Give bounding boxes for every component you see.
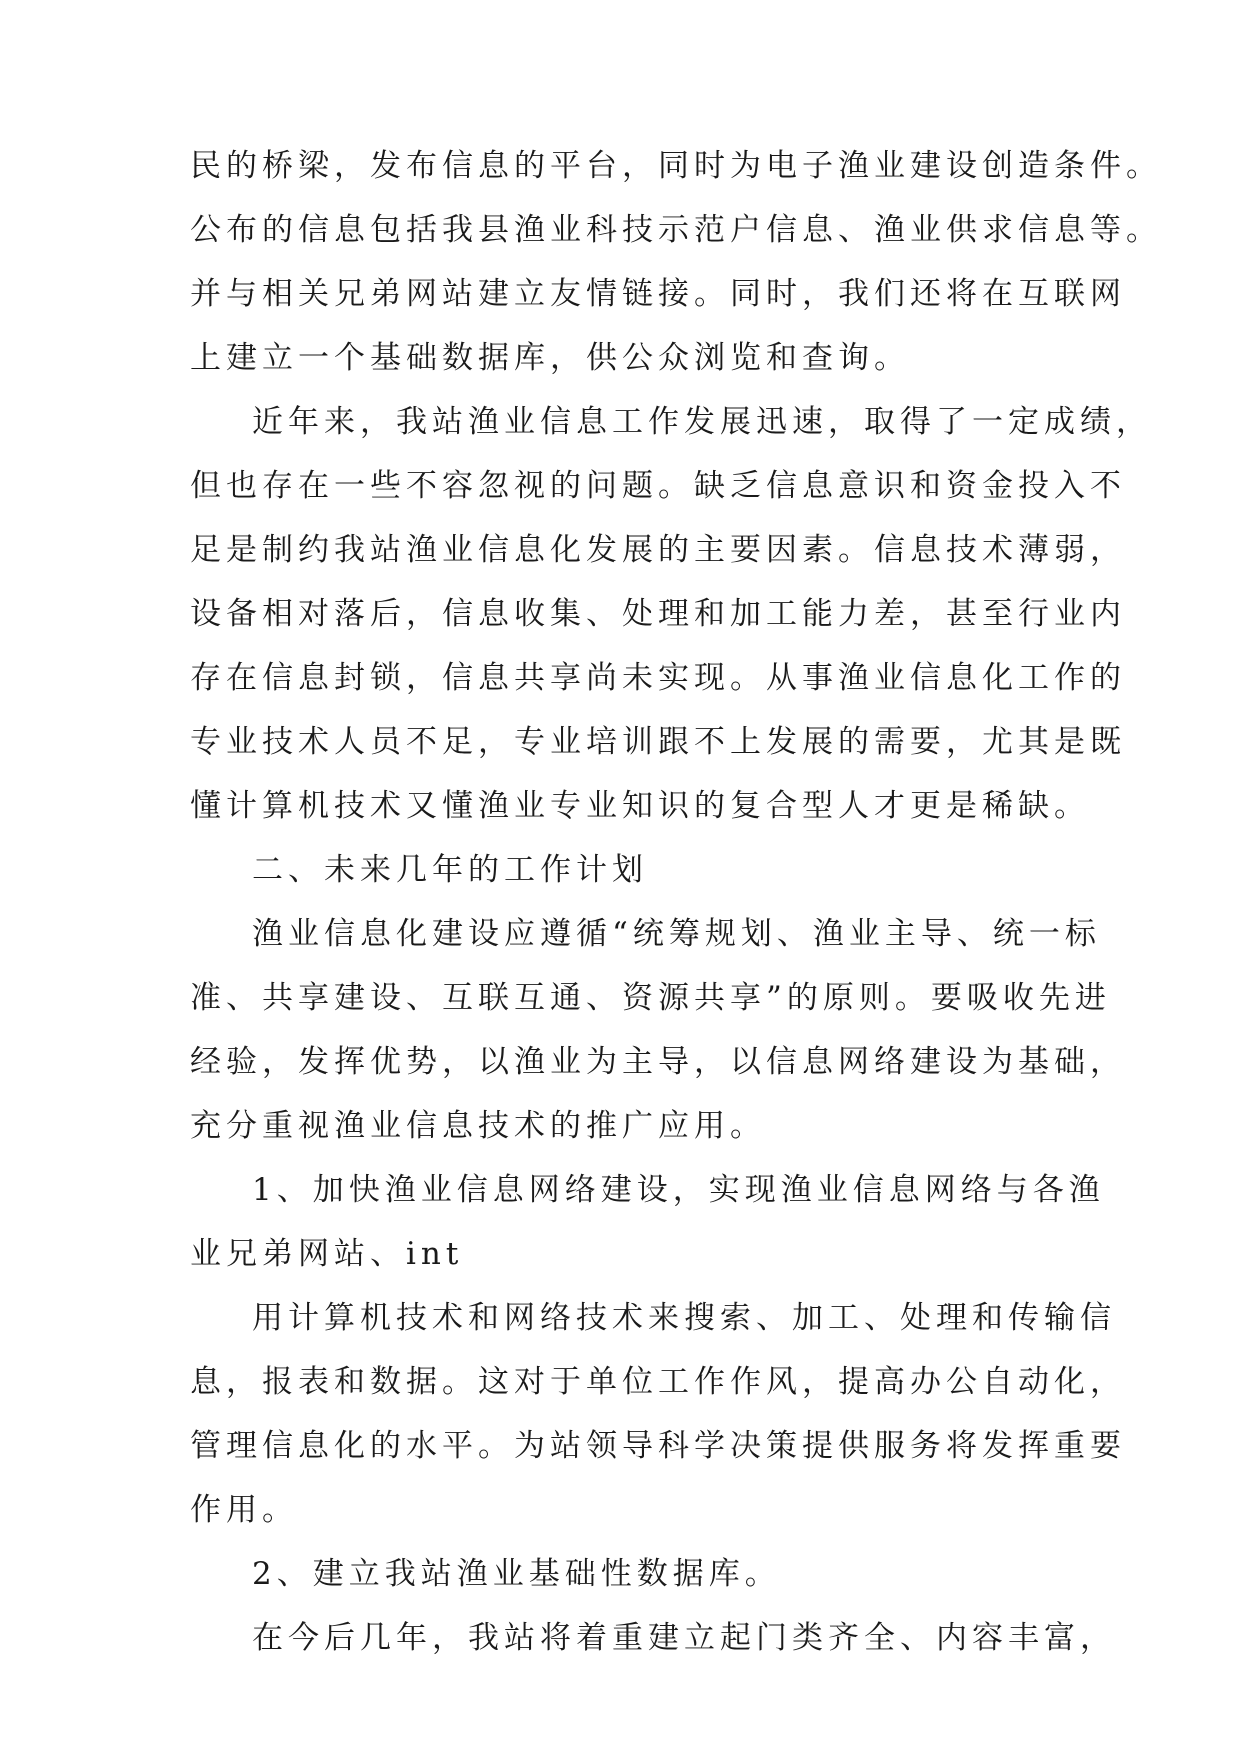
- text-line: 渔业信息化建设应遵循“统筹规划、渔业主导、统一标: [252, 916, 1101, 952]
- text-line: 充分重视渔业信息技术的推广应用。: [190, 1108, 766, 1144]
- text-line: 用计算机技术和网络技术来搜索、加工、处理和传输信: [252, 1300, 1116, 1336]
- text-line: 但也存在一些不容忽视的问题。缺乏信息意识和资金投入不: [190, 468, 1126, 504]
- text-line: 专业技术人员不足，专业培训跟不上发展的需要，尤其是既: [190, 724, 1126, 760]
- text-line: 在今后几年，我站将着重建立起门类齐全、内容丰富，: [252, 1620, 1116, 1656]
- text-line: 懂计算机技术又懂渔业专业知识的复合型人才更是稀缺。: [190, 788, 1090, 824]
- text-line: 息，报表和数据。这对于单位工作作风，提高办公自动化，: [190, 1364, 1126, 1400]
- text-line: 经验，发挥优势，以渔业为主导，以信息网络建设为基础，: [190, 1044, 1126, 1080]
- text-line: 业兄弟网站、int: [190, 1236, 464, 1272]
- text-line: 足是制约我站渔业信息化发展的主要因素。信息技术薄弱，: [190, 532, 1126, 568]
- text-line: 存在信息封锁，信息共享尚未实现。从事渔业信息化工作的: [190, 660, 1126, 696]
- text-line: 管理信息化的水平。为站领导科学决策提供服务将发挥重要: [190, 1428, 1126, 1464]
- text-line: 并与相关兄弟网站建立友情链接。同时，我们还将在互联网: [190, 276, 1126, 312]
- text-line: 民的桥梁，发布信息的平台，同时为电子渔业建设创造条件。: [190, 148, 1162, 184]
- text-line: 准、共享建设、互联互通、资源共享”的原则。要吸收先进: [190, 980, 1111, 1016]
- text-line: 公布的信息包括我县渔业科技示范户信息、渔业供求信息等。: [190, 212, 1162, 248]
- text-line: 设备相对落后，信息收集、处理和加工能力差，甚至行业内: [190, 596, 1126, 632]
- numbered-item-1: 1、加快渔业信息网络建设，实现渔业信息网络与各渔: [252, 1172, 1105, 1208]
- text-line: 上建立一个基础数据库，供公众浏览和查询。: [190, 340, 910, 376]
- numbered-item-2: 2、建立我站渔业基础性数据库。: [252, 1556, 781, 1592]
- section-heading: 二、未来几年的工作计划: [252, 852, 648, 888]
- text-line: 作用。: [190, 1492, 298, 1528]
- text-line: 近年来，我站渔业信息工作发展迅速，取得了一定成绩，: [252, 404, 1152, 440]
